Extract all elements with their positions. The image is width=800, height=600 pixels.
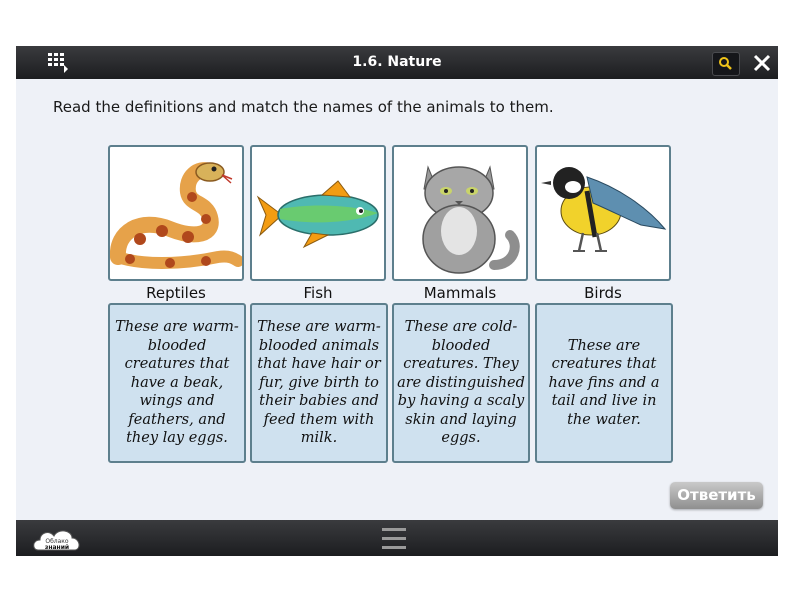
snake-image-card[interactable]	[108, 145, 244, 281]
cat-icon	[394, 147, 526, 279]
svg-text:Облако: Облако	[45, 538, 69, 545]
definition-card[interactable]: These are creatures that have fins and a tail and live in the water.	[535, 303, 673, 463]
fish-icon	[252, 147, 384, 279]
bottom-bar	[16, 520, 778, 556]
svg-text:знаний: знаний	[44, 544, 70, 551]
name-label-mammals[interactable]: Mammals	[423, 284, 497, 302]
fish-image-card[interactable]	[250, 145, 386, 281]
close-icon[interactable]	[748, 50, 776, 76]
instruction-text: Read the definitions and match the names of the animals to them.	[53, 98, 554, 116]
definition-card[interactable]: These are warm-blooded creatures that have a beak, wings and feathers, and they lay eggs.	[108, 303, 246, 463]
app-window	[16, 46, 778, 556]
definition-card[interactable]: These are warm-blooded animals that have hair or fur, give birth to their babies and feed them with milk.	[250, 303, 388, 463]
window-title: 1.6. Nature	[352, 54, 442, 70]
name-label-fish[interactable]: Fish	[303, 284, 333, 302]
snake-icon	[110, 147, 242, 279]
bird-icon	[537, 147, 669, 279]
cat-image-card[interactable]	[392, 145, 528, 281]
drag-handle-icon[interactable]	[382, 528, 406, 550]
bird-image-card[interactable]	[535, 145, 671, 281]
answer-button[interactable]: Ответить	[670, 482, 763, 509]
search-icon[interactable]	[712, 52, 740, 76]
definition-card[interactable]: These are cold-blooded creatures. They are distinguished by having a scaly skin and laying eggs.	[392, 303, 530, 463]
name-label-birds[interactable]: Birds	[584, 284, 622, 302]
name-label-reptiles[interactable]: Reptiles	[146, 284, 206, 302]
top-bar	[16, 46, 778, 79]
cloud-logo	[32, 524, 82, 554]
